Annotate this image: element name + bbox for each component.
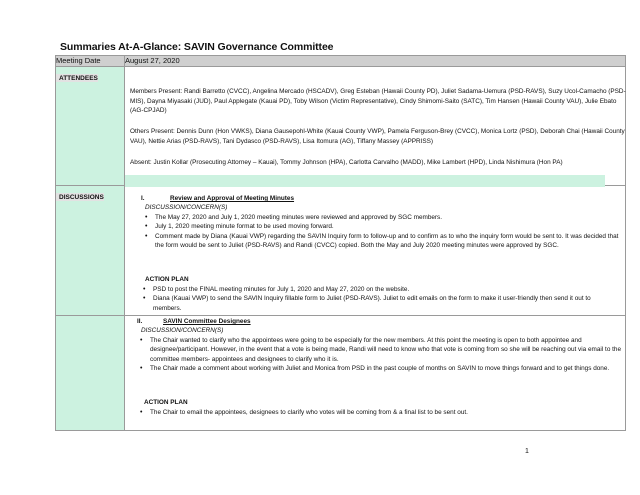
discussions-label-cell-2 (56, 316, 125, 431)
discussion-row-2 (56, 316, 626, 431)
discussion-row-1 (56, 186, 626, 316)
section-1-content (125, 186, 626, 316)
discussions-label: DISCUSSIONS (56, 193, 104, 201)
absent: Absent: Justin Kollar (Prosecuting Attorney – Kauai), Tommy Johnson (HPA), Carlotta Carvalho (MADD), Mike Lambert (HPD), Linda Nishimura (Hon PA) (130, 159, 563, 166)
section-2-action-label: ACTION PLAN (144, 399, 188, 406)
summary-table (55, 55, 626, 431)
section-2-content (125, 316, 626, 431)
list-item: • Diana (Kauai VWP) to send the SAVIN Inquiry fillable form to Juliet (PSD-RAVS). Juliet to edit emails on the form to make it user-friendly then send it out to members. (139, 294, 619, 313)
list-item: • Comment made by Diana (Kauai VWP) regarding the SAVIN Inquiry form to follow-up and to confirm as to who the inquiry form would be sent to. It was decided that the form would be sent to Juliet (PSD-RAVS) and Randi (CVCC) copied. Both the May and July 2020 meeting minutes were approved by SGC. (141, 232, 621, 251)
section-2-bullets (136, 336, 626, 374)
section-2-subheading: DISCUSSION/CONCERN(S) (141, 327, 224, 334)
section-1-action-label: ACTION PLAN (145, 276, 189, 283)
section-2-numeral: II. (137, 318, 143, 325)
attendees-content (125, 67, 626, 186)
list-item: • PSD to post the FINAL meeting minutes for July 1, 2020 and May 27, 2020 on the website. (139, 285, 619, 294)
list-item: • The Chair wanted to clarify who the appointees were going to be especially for the new members. At this point the meeting is open to both appointee and designee/participant. However, in the event that a vote is being made, Randi will need to know who that vote is coming from so she will be reaching out via email to the committee members- appointees and designees to clarify who it is. (136, 336, 626, 364)
document-title: Summaries At-A-Glance: SAVIN Governance Committee (60, 41, 334, 53)
page-number: 1 (525, 448, 529, 455)
section-1-numeral: I. (141, 195, 145, 202)
meeting-date-value: August 27, 2020 (125, 56, 626, 67)
discussions-label-cell (56, 186, 125, 316)
header-row (56, 56, 626, 67)
section-1-actions (139, 285, 619, 313)
list-item: • The Chair made a comment about working with Juliet and Monica from PSD in the past couple of months on SAVIN to move things forward and to get things done. (136, 364, 626, 373)
section-2-actions (136, 408, 626, 417)
section-1-heading: Review and Approval of Meeting Minutes (170, 195, 295, 202)
attendees-label: ATTENDEES (56, 74, 98, 82)
list-item: • The May 27, 2020 and July 1, 2020 meeting minutes were reviewed and approved by SGC members. (141, 213, 621, 222)
section-1-subheading: DISCUSSION/CONCERN(S) (145, 204, 228, 211)
list-item: • The Chair to email the appointees, designees to clarify who votes will be coming from & a final list to be sent out. (136, 408, 626, 417)
attendees-row (56, 67, 626, 186)
others-present: Others Present: Dennis Dunn (Hon VWKS), Diana Gausepohl-White (Kauai County VWP), Pamela Ferguson-Brey (CVCC), Monica Lortz (PSD), Deborah Chai (Hawaii County VAU), Nettie Arias (PSD-RAVS), Tani Dydasco (PSD-RAVS), Lisa Itomura (AG), Tiffany Massey (APPRISS) (130, 128, 625, 145)
section-2-heading: SAVIN Committee Designees (163, 318, 251, 325)
members-present: Members Present: Randi Barretto (CVCC), Angelina Mercado (HSCADV), Greg Esteban (Hawaii County PD), Juliet Sadama-Uemura (PSD-RAVS), Suzy Ucol-Camacho (PSD-MIS), Dayna Miyasaki (JUD), Paul Applegate (Kauai PD), Toby Wilson (Victim Representative), Cindy Shimomi-Saito (SATC), Tim Hansen (Hawaii County VAU), Julie Ebato (AG-CPJAD) (130, 88, 626, 115)
attendees-label-cell (56, 67, 125, 186)
meeting-date-label: Meeting Date (56, 56, 125, 67)
section-1-bullets (141, 213, 621, 251)
list-item: • July 1, 2020 meeting minute format to be used moving forward. (141, 222, 621, 231)
